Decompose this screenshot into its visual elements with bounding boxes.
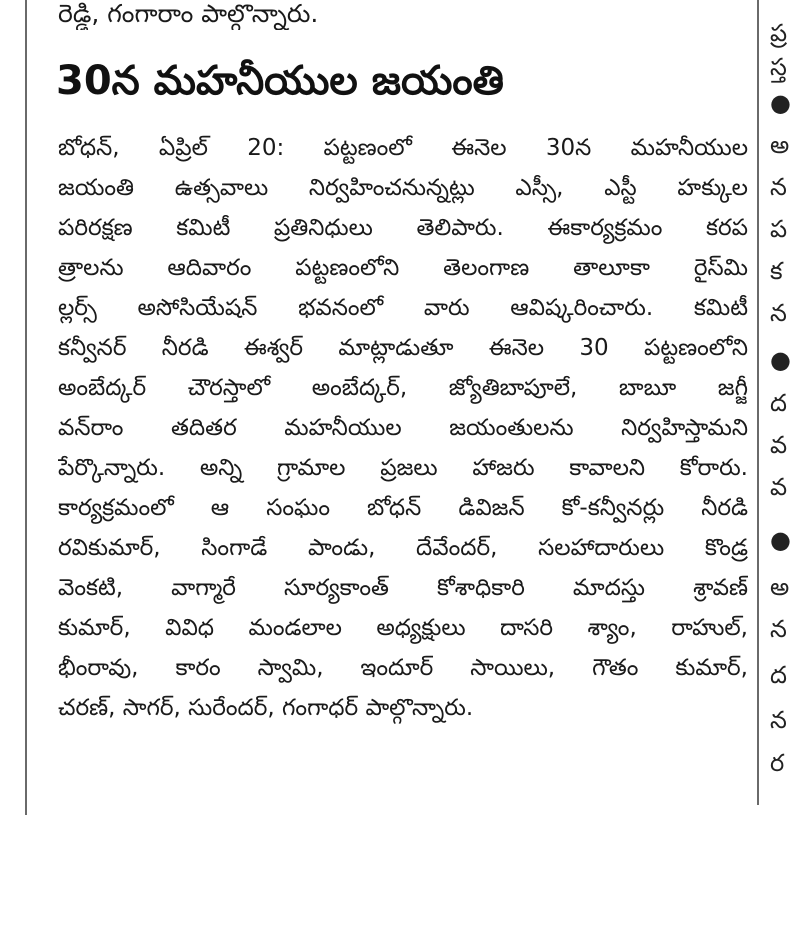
article-body bbox=[58, 128, 748, 728]
body-line: త్రాలను ఆదివారం పట్టణంలోని తెలంగాణ తాలూకా రైస్‌మి bbox=[58, 255, 748, 281]
body-line: చరణ్, సాగర్, సురేందర్, గంగాధర్ పాల్గొన్నారు. bbox=[58, 695, 474, 721]
column-fragment: ● bbox=[770, 526, 791, 554]
column-rule-left bbox=[25, 0, 27, 815]
column-fragment: న bbox=[770, 615, 787, 643]
body-line: కార్యక్రమంలో ఆ సంఘం బోధన్ డివిజన్ కో-కన్వీనర్లు నీరడి bbox=[58, 495, 748, 521]
column-fragment: ● bbox=[770, 89, 791, 117]
column-fragment: ర bbox=[770, 749, 785, 777]
column-fragment: ద bbox=[770, 389, 787, 417]
previous-article-tail: రెడ్డి, గంగారాం పాల్గొన్నారు. bbox=[58, 0, 319, 28]
column-fragment: వ bbox=[770, 473, 788, 501]
column-rule-right bbox=[757, 0, 759, 805]
column-fragment: ద bbox=[770, 661, 787, 689]
body-line: పరిరక్షణ కమిటీ ప్రతినిధులు తెలిపారు. ఈకార్యక్రమం కరప bbox=[58, 215, 748, 241]
body-line: వెంకటి, వాగ్మారే సూర్యకాంత్ కోశాధికారి మాదస్తు శ్రావణ్ bbox=[58, 575, 748, 601]
column-fragment: క bbox=[770, 257, 783, 285]
body-line: బోధన్, ఏప్రిల్ 20: పట్టణంలో ఈనెల 30న మహనీయుల bbox=[58, 135, 748, 161]
next-column-fragments bbox=[770, 0, 800, 800]
column-fragment: స్త bbox=[770, 53, 787, 81]
body-line: ల్లర్స్ అసోసియేషన్ భవనంలో వారు ఆవిష్కరించారు. కమిటీ bbox=[58, 295, 748, 321]
column-fragment: ● bbox=[770, 346, 791, 374]
column-fragment: న bbox=[770, 173, 787, 201]
column-fragment: ప bbox=[770, 215, 788, 243]
column-fragment: వ bbox=[770, 431, 788, 459]
column-fragment: న bbox=[770, 299, 787, 327]
body-line: రవికుమార్, సింగాడే పాండు, దేవేందర్, సలహాదారులు కొండ్ర bbox=[58, 535, 748, 561]
body-line: జయంతి ఉత్సవాలు నిర్వహించనున్నట్లు ఎస్సీ, ఎస్టీ హక్కుల bbox=[58, 175, 748, 201]
column-fragment: న bbox=[770, 706, 787, 734]
body-line: వన్‌రాం తదితర మహనీయుల జయంతులను నిర్వహిస్తామని bbox=[58, 415, 748, 441]
body-line: కన్వీనర్ నీరడి ఈశ్వర్ మాట్లాడుతూ ఈనెల 30 పట్టణంలోని bbox=[58, 335, 748, 361]
body-line: కుమార్, వివిధ మండలాల అధ్యక్షులు దాసరి శ్యాం, రాహుల్, bbox=[58, 615, 748, 641]
column-fragment: అ bbox=[770, 573, 790, 601]
body-line: అంబేద్కర్ చౌరస్తాలో అంబేద్కర్, జ్యోతిబాపూలే, బాబూ జగ్జీ bbox=[58, 375, 748, 401]
column-fragment: అ bbox=[770, 131, 790, 159]
body-line: పేర్కొన్నారు. అన్ని గ్రామాల ప్రజలు హాజరు కావాలని కోరారు. bbox=[58, 455, 748, 481]
body-line: భీంరావు, కారం స్వామి, ఇందూర్ సాయిలు, గౌతం కుమార్, bbox=[58, 655, 748, 681]
article-headline: 30న మహనీయుల జయంతి bbox=[56, 58, 504, 104]
column-fragment: ప్ర bbox=[770, 19, 788, 47]
